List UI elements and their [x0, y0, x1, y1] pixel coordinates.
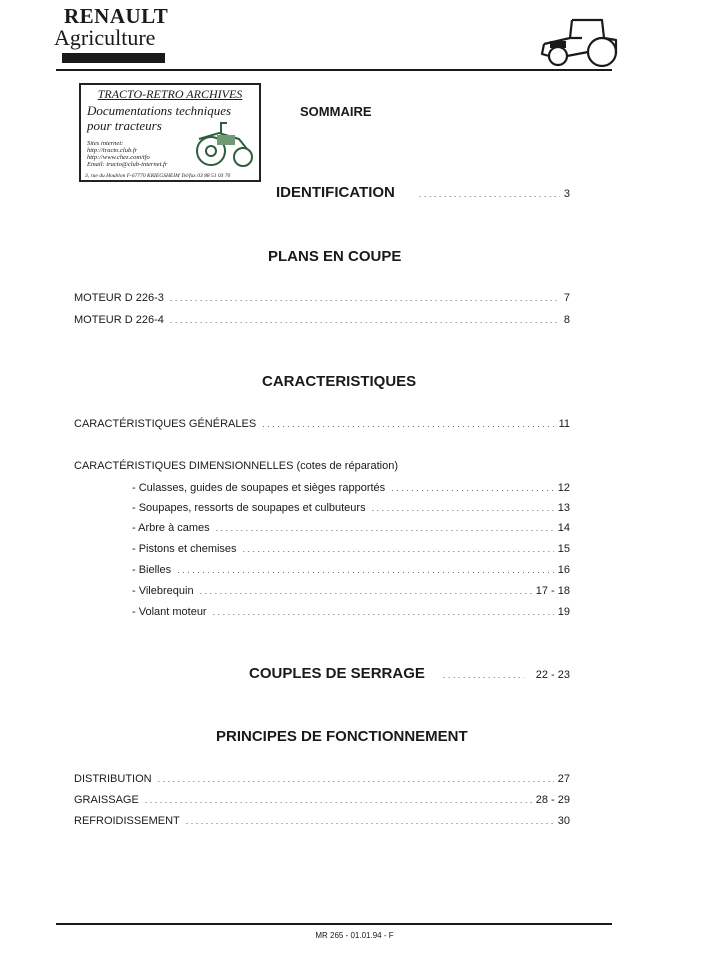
toc-row	[132, 543, 570, 555]
toc-row	[132, 606, 570, 618]
stamp-small-2: http://tracto.club.fr	[87, 147, 138, 154]
footer-rule	[56, 923, 612, 925]
toc-row	[74, 794, 570, 806]
leader-dots	[170, 293, 560, 303]
leader-dots	[213, 607, 554, 617]
leader-dots	[391, 483, 554, 493]
toc-entry-label: DISTRIBUTION	[74, 773, 152, 785]
toc-entry-label: - Bielles	[132, 564, 172, 576]
toc-row	[132, 502, 570, 514]
stamp-small-1: Sites internet:	[87, 140, 124, 147]
stamp-title: TRACTO-RETRO ARCHIVES	[97, 87, 243, 101]
toc-row	[74, 314, 570, 326]
toc-entry-label: - Culasses, guides de soupapes et sièges rapportés	[132, 482, 386, 494]
page-number: 15	[557, 543, 570, 555]
toc-entry-label: - Soupapes, ressorts de soupapes et culbuteurs	[132, 502, 366, 514]
toc-row	[74, 815, 570, 827]
page-number: 22 - 23	[535, 669, 570, 681]
leader-dots	[170, 315, 560, 325]
leader-dots	[372, 503, 554, 513]
stamp-address: 3, rue du Houblon F-67770 KRIEGSHEIM Tel/fax 03 88 51 03 70	[85, 173, 231, 179]
toc-entry-label: MOTEUR D 226-4	[74, 314, 164, 326]
leader-dots	[243, 544, 554, 554]
leader-dots	[145, 795, 532, 805]
toc-entry-label: REFROIDISSEMENT	[74, 815, 180, 827]
leader-dots	[262, 419, 554, 429]
section-caracteristiques: CARACTERISTIQUES	[262, 373, 417, 390]
section-principes: PRINCIPES DE FONCTIONNEMENT	[216, 728, 468, 745]
tractor-icon	[536, 14, 620, 68]
toc-identification	[276, 184, 570, 201]
stamp-line1: Documentations techniques	[87, 103, 232, 118]
brand-subtitle: Agriculture	[54, 25, 156, 50]
page-number: 30	[557, 815, 570, 827]
toc-subheading: CARACTÉRISTIQUES DIMENSIONNELLES (cotes de réparation)	[74, 460, 398, 472]
page-number: 7	[563, 292, 570, 304]
toc-row	[132, 564, 570, 576]
page-number: 19	[557, 606, 570, 618]
toc-row	[74, 418, 570, 430]
toc-title: SOMMAIRE	[300, 104, 372, 119]
leader-dots	[177, 565, 554, 575]
vintage-tractor-icon	[191, 117, 257, 169]
page-number: 8	[563, 314, 570, 326]
toc-row	[132, 585, 570, 597]
stamp-small-3: http://www.chez.com/tfo	[87, 154, 150, 161]
document-reference: MR 265 - 01.01.94 - F	[315, 931, 394, 940]
toc-entry-label: - Vilebrequin	[132, 585, 194, 597]
page-number: 3	[563, 188, 570, 200]
leader-dots	[200, 586, 532, 596]
page-number: 14	[557, 522, 570, 534]
leader-dots	[419, 189, 560, 199]
page-number: 12	[557, 482, 570, 494]
leader-dots	[216, 523, 554, 533]
page-number: 11	[558, 418, 570, 430]
page-number: 16	[557, 564, 570, 576]
leader-dots	[186, 816, 554, 826]
brand-name: RENAULT	[64, 4, 169, 28]
toc-entry-label: - Arbre à cames	[132, 522, 210, 534]
toc-row	[74, 773, 570, 785]
section-plans-en-coupe: PLANS EN COUPE	[268, 248, 402, 265]
page-number: 17 - 18	[535, 585, 570, 597]
leader-dots	[443, 670, 524, 680]
section-identification: IDENTIFICATION	[276, 184, 395, 201]
toc-entry-label: MOTEUR D 226-3	[74, 292, 164, 304]
stamp-small-4: Email: tracto@club-internet.fr	[87, 161, 168, 168]
archive-stamp	[79, 83, 261, 182]
section-couples-de-serrage: COUPLES DE SERRAGE	[249, 665, 425, 682]
toc-row	[132, 482, 570, 494]
toc-entry-label: CARACTÉRISTIQUES GÉNÉRALES	[74, 418, 257, 430]
toc-entry-label: - Pistons et chemises	[132, 543, 237, 555]
header-rule	[56, 69, 612, 71]
page-number: 13	[557, 502, 570, 514]
stamp-line2: pour tracteurs	[87, 118, 162, 133]
toc-entry-label: GRAISSAGE	[74, 794, 139, 806]
leader-dots	[158, 774, 554, 784]
toc-row	[74, 292, 570, 304]
toc-entry-label: - Volant moteur	[132, 606, 207, 618]
toc-couples	[249, 665, 570, 682]
toc-row	[132, 522, 570, 534]
page-number: 28 - 29	[535, 794, 570, 806]
brand-bar	[62, 53, 165, 63]
page-number: 27	[557, 773, 570, 785]
